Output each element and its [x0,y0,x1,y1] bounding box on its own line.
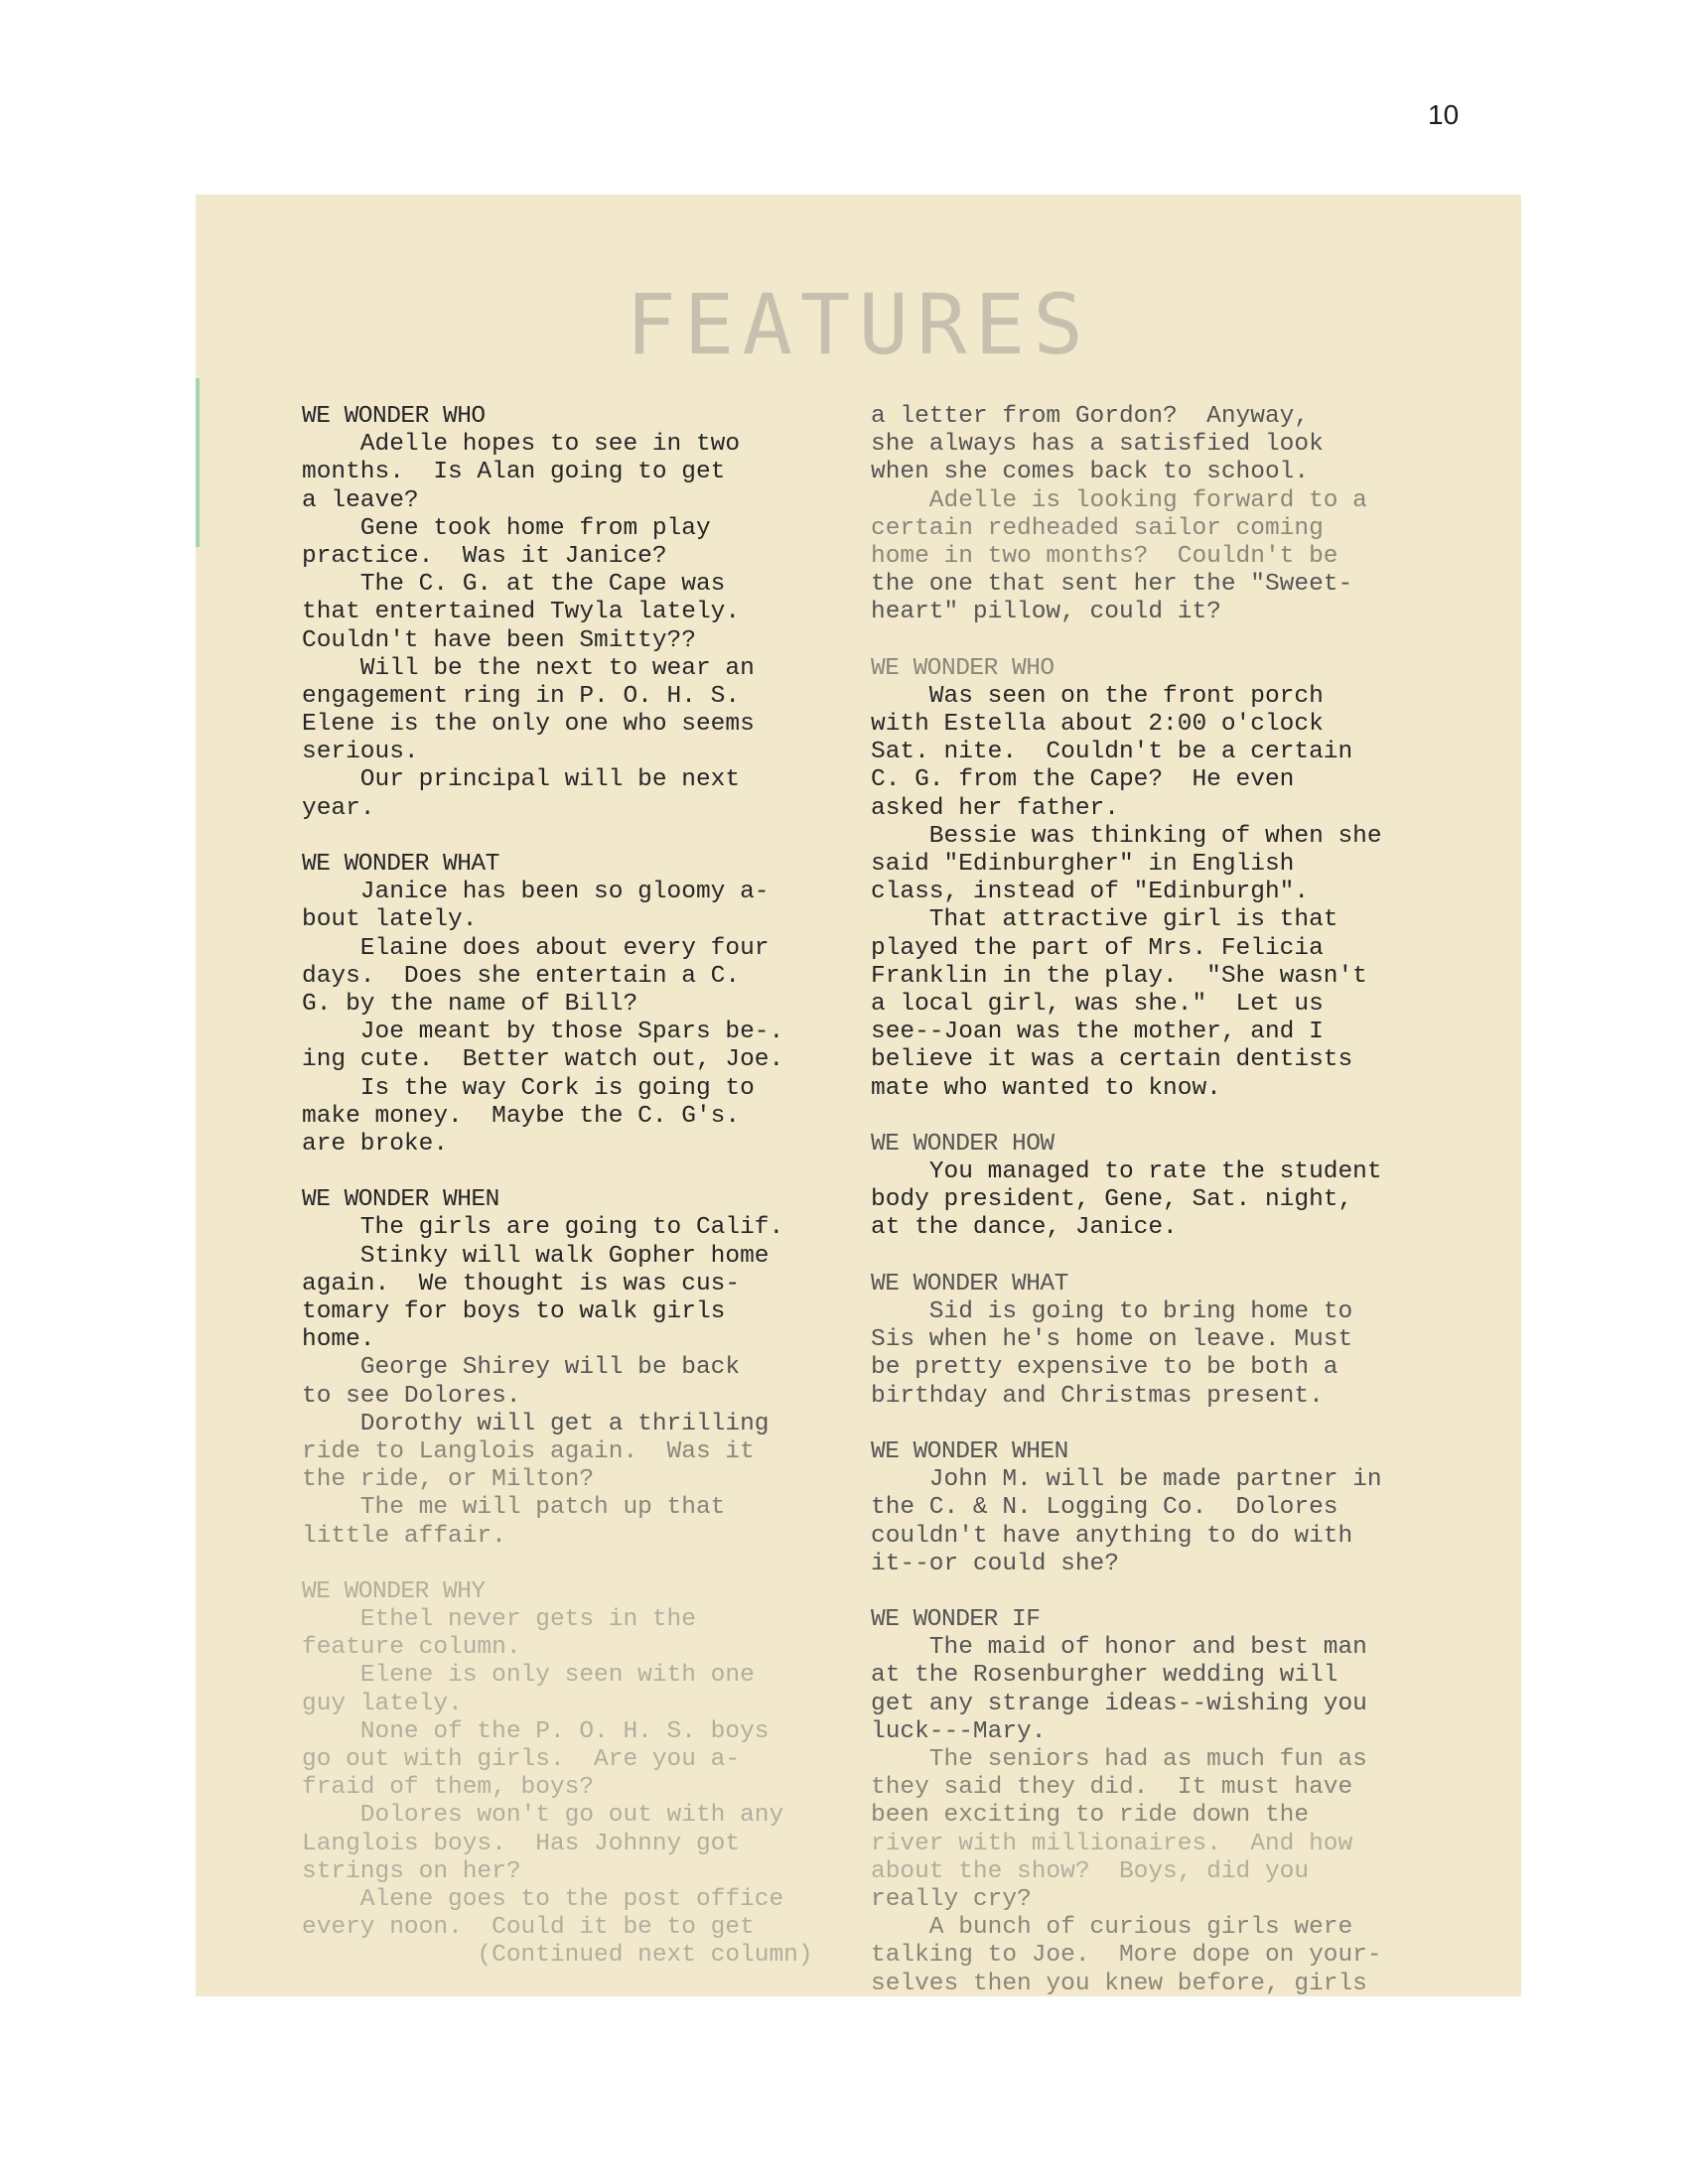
section-heading: WE WONDER WHO [871,654,1055,682]
text-line: the ride, or Milton? [302,1466,595,1494]
text-line: The C. G. at the Cape was [302,571,726,599]
paragraph-gap [871,1578,1467,1606]
text-line: guy lately. [302,1690,463,1717]
paragraph-gap [302,1551,838,1578]
text-line: class, instead of "Edinburgh". [871,879,1310,906]
text-line: Janice has been so gloomy a- [302,879,770,906]
text-line: The girls are going to Calif. [302,1214,784,1242]
section-heading: WE WONDER WHEN [871,1437,1068,1465]
text-line: The maid of honor and best man [871,1634,1367,1662]
text-line: at the Rosenburgher wedding will [871,1662,1338,1690]
text-line: Elene is the only one who seems [302,711,755,739]
paragraph-gap [302,823,838,851]
text-line: see--Joan was the mother, and I [871,1019,1324,1046]
text-line: certain redheaded sailor coming [871,514,1324,542]
text-line: The me will patch up that [302,1494,726,1522]
text-line: a local girl, was she." Let us [871,990,1324,1018]
text-line: ride to Langlois again. Was it [302,1437,755,1465]
section-heading: WE WONDER WHEN [302,1186,499,1214]
page-number: 10 [1428,99,1460,130]
text-line: about the show? Boys, did you [871,1857,1310,1885]
text-line: Our principal will be next [302,766,741,794]
text-line: it--or could she? [871,1550,1119,1577]
section-heading: WE WONDER IF [871,1606,1041,1634]
text-line: Joe meant by those Spars be-. [302,1019,784,1046]
text-line: practice. Was it Janice? [302,542,667,570]
text-line: with Estella about 2:00 o'clock [871,711,1324,739]
text-line: Adelle hopes to see in two [302,431,741,459]
text-line: Dorothy will get a thrilling [302,1410,770,1437]
text-line: believe it was a certain dentists [871,1046,1353,1074]
text-line: Bessie was thinking of when she [871,822,1382,850]
text-line: be pretty expensive to be both a [871,1354,1338,1382]
text-line: George Shirey will be back [302,1354,741,1382]
right-column [871,403,1467,1998]
text-line: body president, Gene, Sat. night, [871,1186,1353,1214]
text-line: tomary for boys to walk girls [302,1298,726,1325]
text-line: said "Edinburgher" in English [871,851,1295,878]
text-line: mate who wanted to know. [871,1074,1221,1102]
scan-edge-mark [196,378,200,547]
text-line: G. by the name of Bill? [302,990,638,1018]
text-line: That attractive girl is that [871,906,1338,934]
text-line: played the part of Mrs. Felicia [871,934,1324,962]
text-line: again. We thought is was cus- [302,1270,741,1297]
text-line: at the dance, Janice. [871,1214,1178,1242]
text-line: Adelle is looking forward to a [871,486,1367,514]
paragraph-gap [871,627,1467,655]
section-heading: WE WONDER WHAT [302,851,499,878]
text-line: You managed to rate the student [871,1159,1382,1186]
text-line: engagement ring in P. O. H. S. [302,682,741,710]
text-line: fraid of them, boys? [302,1774,595,1802]
text-line: Langlois boys. Has Johnny got [302,1830,741,1857]
text-line: birthday and Christmas present. [871,1382,1324,1410]
text-line: luck---Mary. [871,1717,1047,1745]
text-line: that entertained Twyla lately. [302,599,741,626]
text-line: Is the way Cork is going to [302,1074,755,1102]
text-line: a letter from Gordon? Anyway, [871,403,1310,430]
text-line: A bunch of curious girls were [871,1914,1353,1942]
text-line: C. G. from the Cape? He even [871,766,1295,794]
text-line: Sat. nite. Couldn't be a certain [871,739,1353,766]
paragraph-gap [871,1411,1467,1438]
text-line: Elene is only seen with one [302,1662,755,1690]
text-line: she always has a satisfied look [871,431,1324,459]
text-line: Sis when he's home on leave. Must [871,1326,1353,1354]
text-line: selves then you knew before, girls [871,1970,1367,1997]
text-line: serious. [302,739,419,766]
paragraph-gap [302,1159,838,1186]
text-line: a leave? [302,486,419,514]
section-heading: WE WONDER HOW [871,1130,1055,1158]
text-line: Alene goes to the post office [302,1885,784,1913]
text-line: are broke. [302,1130,449,1158]
text-line: Couldn't have been Smitty?? [302,626,696,654]
text-line: months. Is Alan going to get [302,459,726,486]
text-line: the C. & N. Logging Co. Dolores [871,1494,1338,1522]
left-column [302,403,838,1971]
text-line: Was seen on the front porch [871,682,1324,710]
section-heading: WE WONDER WHAT [871,1270,1068,1297]
paragraph-gap [871,1103,1467,1131]
text-line: Elaine does about every four [302,934,770,962]
text-line: year. [302,794,375,822]
text-line: go out with girls. Are you a- [302,1746,741,1773]
text-line: Gene took home from play [302,514,711,542]
text-line: days. Does she entertain a C. [302,962,741,990]
text-line: ing cute. Better watch out, Joe. [302,1046,784,1074]
text-line: couldn't have anything to do with [871,1522,1353,1550]
text-line: Sid is going to bring home to [871,1298,1353,1325]
text-line: river with millionaires. And how [871,1830,1353,1857]
text-line: Dolores won't go out with any [302,1802,784,1830]
section-heading: WE WONDER WHO [302,403,486,430]
text-line: when she comes back to school. [871,459,1310,486]
text-line: Ethel never gets in the [302,1606,696,1634]
text-line: Stinky will walk Gopher home [302,1242,770,1270]
text-line: (Continued next column) [302,1942,813,1970]
text-line: The seniors had as much fun as [871,1746,1367,1773]
text-line: strings on her? [302,1857,521,1885]
features-heading: FEATURES [626,276,1091,373]
section-heading: WE WONDER WHY [302,1577,486,1605]
text-line: Will be the next to wear an [302,654,755,682]
paragraph-gap [871,1243,1467,1271]
text-line: bout lately. [302,906,478,934]
text-line: home. [302,1326,375,1354]
text-line: Franklin in the play. "She wasn't [871,962,1367,990]
text-line: really cry? [871,1885,1032,1913]
text-line: talking to Joe. More dope on your- [871,1942,1382,1970]
text-line: None of the P. O. H. S. boys [302,1717,770,1745]
text-line: little affair. [302,1522,506,1550]
text-line: John M. will be made partner in [871,1466,1382,1494]
text-line: make money. Maybe the C. G's. [302,1102,741,1130]
text-line: asked her father. [871,794,1119,822]
scanned-newsletter-page [196,195,1521,1996]
text-line: the one that sent her the "Sweet- [871,571,1353,599]
text-line: get any strange ideas--wishing you [871,1690,1367,1717]
text-line: they said they did. It must have [871,1774,1353,1802]
text-line: been exciting to ride down the [871,1802,1310,1830]
text-line: home in two months? Couldn't be [871,542,1338,570]
text-line: heart" pillow, could it? [871,599,1221,626]
text-line: to see Dolores. [302,1382,521,1410]
text-line: every noon. Could it be to get [302,1914,755,1942]
text-line: feature column. [302,1634,521,1662]
